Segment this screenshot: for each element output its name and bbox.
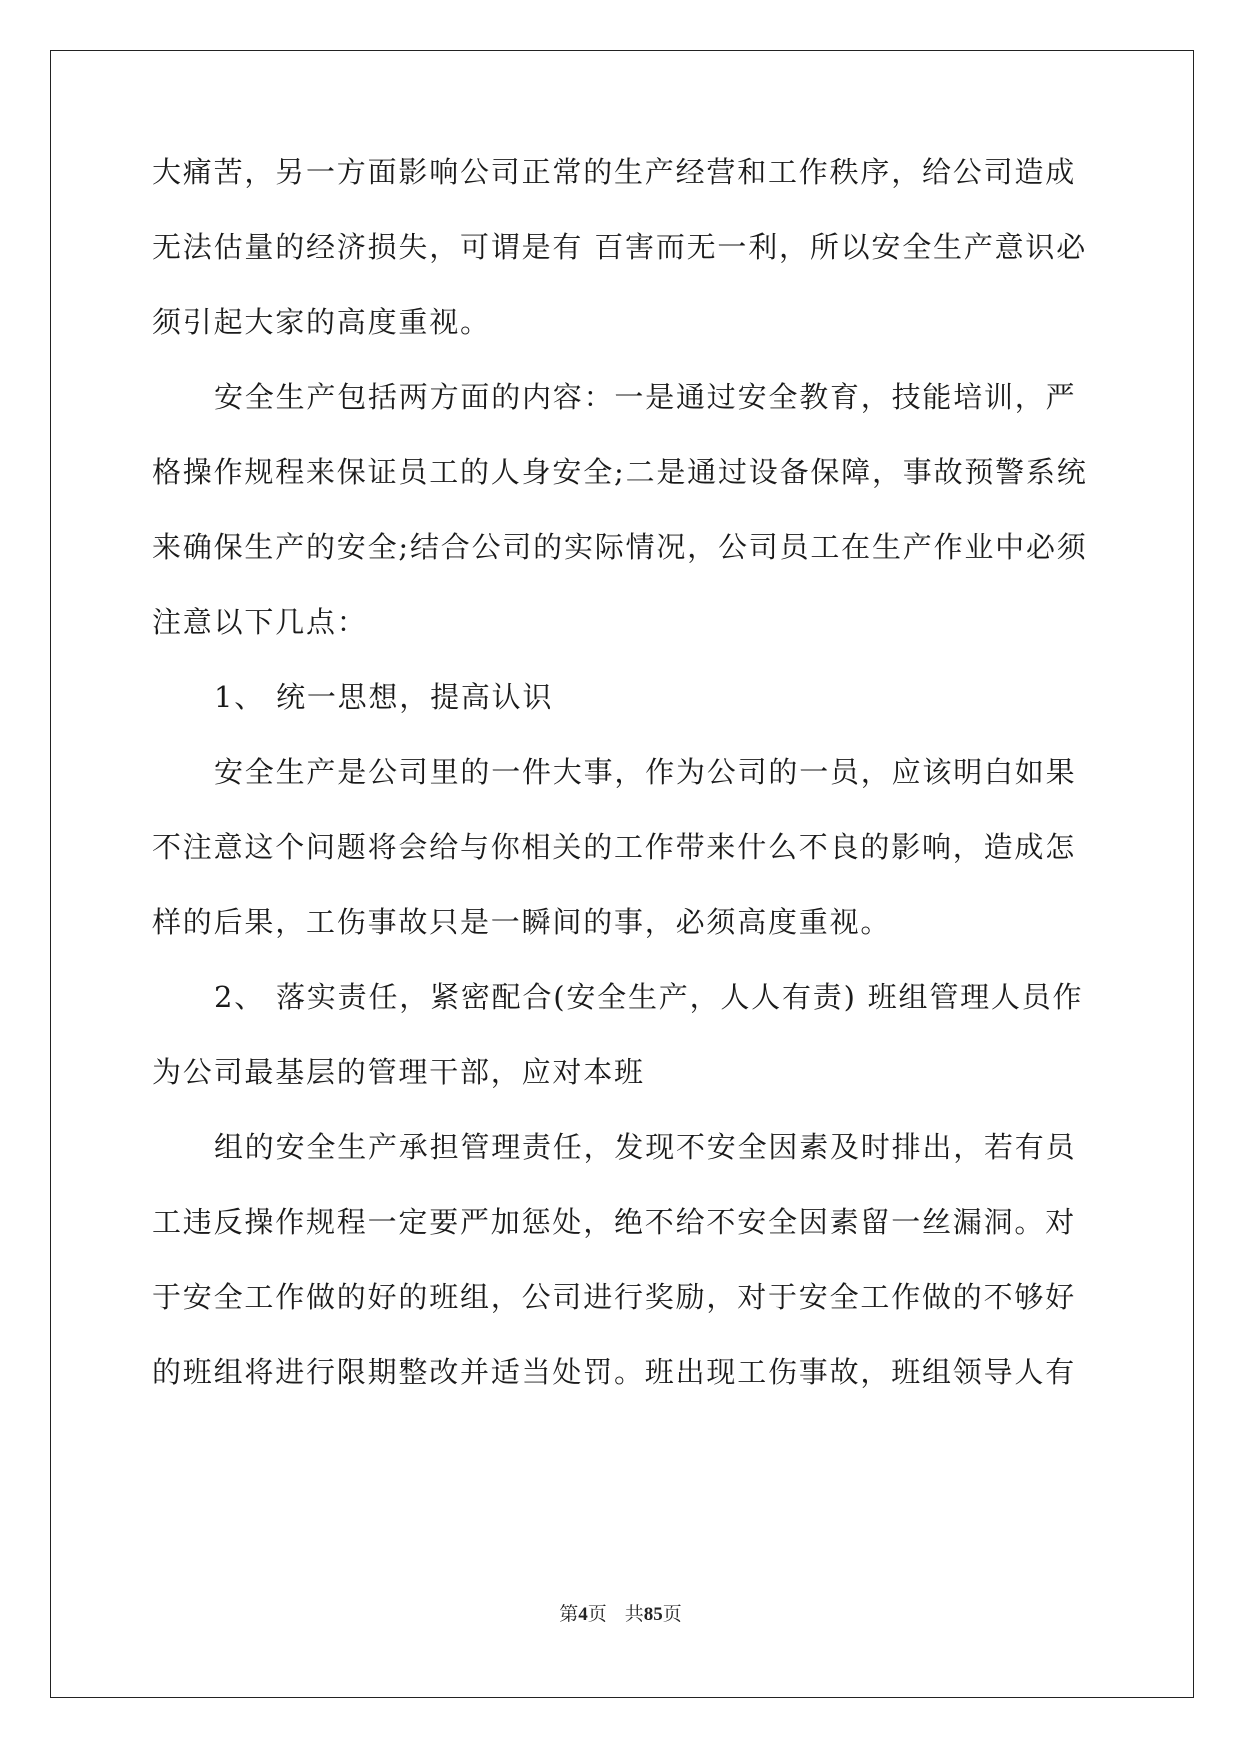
footer-total-pages: 85 xyxy=(643,1604,663,1625)
body-line-11: 样的后果，工伤事故只是一瞬间的事，必须高度重视。 xyxy=(152,905,892,939)
page-footer xyxy=(0,1600,1241,1629)
footer-page-suffix: 页 xyxy=(587,1603,607,1625)
page-border xyxy=(50,50,1194,1698)
body-line-2: 无法估量的经济损失，可谓是有 百害而无一利，所以安全生产意识必 xyxy=(152,230,1088,264)
body-line-7: 注意以下几点： xyxy=(152,605,368,639)
footer-page-number: 4 xyxy=(578,1604,588,1625)
body-line-9: 安全生产是公司里的一件大事，作为公司的一员，应该明白如果 xyxy=(214,755,1077,789)
footer-total-prefix: 共 xyxy=(624,1603,644,1625)
body-line-16: 于安全工作做的好的班组，公司进行奖励，对于安全工作做的不够好 xyxy=(152,1280,1077,1314)
body-line-13: 为公司最基层的管理干部，应对本班 xyxy=(152,1055,645,1089)
body-line-14: 组的安全生产承担管理责任，发现不安全因素及时排出，若有员 xyxy=(214,1130,1077,1164)
body-line-1: 大痛苦，另一方面影响公司正常的生产经营和工作秩序，给公司造成 xyxy=(152,155,1077,189)
body-line-15: 工违反操作规程一定要严加惩处，绝不给不安全因素留一丝漏洞。对 xyxy=(152,1205,1077,1239)
body-line-5: 格操作规程来保证员工的人身安全;二是通过设备保障，事故预警系统 xyxy=(152,455,1088,489)
footer-total-suffix: 页 xyxy=(662,1603,682,1625)
section-heading-1: 1、 统一思想，提高认识 xyxy=(214,680,554,714)
section-heading-2: 2、 落实责任，紧密配合(安全生产，人人有责) 班组管理人员作 xyxy=(214,980,1084,1014)
body-line-6: 来确保生产的安全;结合公司的实际情况，公司员工在生产作业中必须 xyxy=(152,530,1088,564)
body-line-10: 不注意这个问题将会给与你相关的工作带来什么不良的影响，造成怎 xyxy=(152,830,1077,864)
body-line-17: 的班组将进行限期整改并适当处罚。班出现工伤事故，班组领导人有 xyxy=(152,1355,1077,1389)
body-line-4: 安全生产包括两方面的内容：一是通过安全教育，技能培训，严 xyxy=(214,380,1077,414)
body-line-3: 须引起大家的高度重视。 xyxy=(152,305,491,339)
footer-prefix: 第 xyxy=(559,1603,579,1625)
